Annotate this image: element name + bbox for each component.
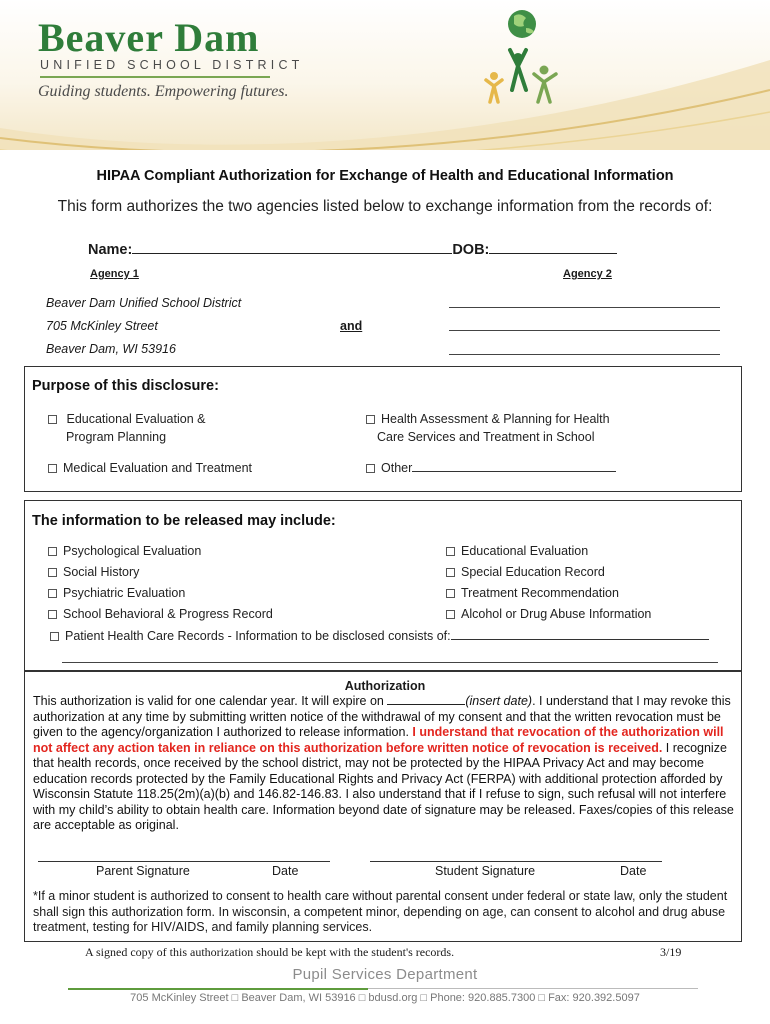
option-label: Special Education Record [461, 565, 605, 579]
name-field[interactable] [132, 240, 452, 254]
checkbox[interactable] [446, 547, 455, 556]
authorization-heading: Authorization [344, 679, 426, 693]
authorization-text-part: . I understand that I may revoke this authorization at any time by submitting written notice of the withdrawal of my consent and that the written revocation must be given to the agency/organization I authorized to release information. [33, 694, 731, 739]
info-item[interactable] [446, 584, 619, 602]
footer-address: 705 McKinley Street □ Beaver Dam, WI 53916 □ bdusd.org □ Phone: 920.885.7300 □ Fax: 920.392.5097 [130, 992, 640, 1004]
form-title: HIPAA Compliant Authorization for Exchange of Health and Educational Information [96, 168, 674, 184]
agency1-label: Agency 1 [90, 268, 139, 280]
purpose-educational-evaluation-line2: Program Planning [66, 430, 167, 444]
student-signature-label: Student Signature [435, 864, 536, 878]
info-item[interactable] [48, 563, 139, 581]
authorization-text [33, 694, 743, 834]
info-item[interactable] [446, 542, 588, 560]
authorization-text-part: This authorization is valid for one calendar year. It will expire on [33, 694, 388, 708]
option-label: Patient Health Care Records - Information to be disclosed consists of: [65, 629, 451, 643]
purpose-medical-evaluation[interactable] [48, 459, 252, 477]
checkbox[interactable] [446, 568, 455, 577]
parent-signature-label: Parent Signature [96, 864, 190, 878]
parent-date-label: Date [272, 864, 299, 878]
purpose-educational-evaluation[interactable] [48, 410, 205, 428]
expiration-date-field[interactable] [387, 694, 465, 705]
patient-records-field[interactable] [451, 629, 709, 640]
option-label: Treatment Recommendation [461, 586, 619, 600]
option-label: Alcohol or Drug Abuse Information [461, 607, 652, 621]
checkbox[interactable] [48, 415, 57, 424]
checkbox[interactable] [50, 632, 59, 641]
agency1-name: Beaver Dam Unified School District [46, 296, 242, 310]
footer-divider [368, 988, 698, 989]
option-label: School Behavioral & Progress Record [63, 607, 273, 621]
checkbox[interactable] [366, 464, 375, 473]
checkbox[interactable] [48, 610, 57, 619]
name-dob-row [88, 240, 617, 258]
option-label: Medical Evaluation and Treatment [63, 461, 252, 475]
agency2-label: Agency 2 [563, 268, 612, 280]
option-label: Educational Evaluation [461, 544, 589, 558]
globe-with-figures-icon [474, 6, 564, 110]
name-label: Name: [88, 242, 133, 258]
revision-date: 3/19 [660, 945, 682, 959]
department-name: Pupil Services Department [292, 966, 478, 983]
purpose-health-assessment[interactable] [366, 410, 610, 428]
agency2-city-field[interactable] [449, 354, 720, 355]
option-label: Other [381, 461, 413, 475]
purpose-health-assessment-line2: Care Services and Treatment in School [377, 430, 595, 444]
option-label: Health Assessment & Planning for Health [381, 412, 610, 426]
agency1-street: 705 McKinley Street [46, 319, 158, 333]
info-item[interactable] [48, 605, 273, 623]
checkbox[interactable] [446, 589, 455, 598]
checkbox[interactable] [446, 610, 455, 619]
checkbox[interactable] [48, 589, 57, 598]
info-item[interactable] [48, 542, 201, 560]
insert-date-hint: (insert date) [465, 694, 533, 708]
checkbox[interactable] [366, 415, 375, 424]
district-subtitle: UNIFIED SCHOOL DISTRICT [40, 58, 304, 72]
and-label: and [340, 319, 363, 333]
brand-divider [40, 76, 270, 78]
info-item-patient-records[interactable] [50, 627, 709, 645]
info-item[interactable] [446, 563, 605, 581]
info-item[interactable] [446, 605, 651, 623]
other-field[interactable] [412, 461, 616, 472]
agency2-street-field[interactable] [449, 330, 720, 331]
option-label: Educational Evaluation & [66, 412, 206, 426]
dob-field[interactable] [489, 240, 617, 254]
info-item[interactable] [48, 584, 185, 602]
revocation-notice: I understand that revocation of the authorization will not affect any action taken in reliance on this authorization before written notice of revocation is received. [33, 725, 724, 755]
letterhead [0, 0, 770, 150]
purpose-other[interactable] [366, 459, 616, 477]
footer-divider [68, 988, 368, 990]
purpose-heading: Purpose of this disclosure: [32, 378, 219, 394]
checkbox[interactable] [48, 547, 57, 556]
patient-records-field-line2[interactable] [62, 662, 718, 663]
checkbox[interactable] [48, 464, 57, 473]
parent-signature-field[interactable] [38, 861, 330, 862]
dob-label: DOB: [452, 242, 490, 258]
information-heading: The information to be released may include: [32, 513, 336, 529]
authorization-text-part: I recognize that health records, once received by the school district, may not be protected by the HIPAA Privacy Act and may become education records protected by the Family Educational Rights and Privacy Act (FERPA) with additional protection afforded by Wisconsin Statute 118.25(2m)(a)(b) and 146.82-146.83. I also understand that if I refuse to sign, such refusal will not interfere with my child’s ability to obtain health care. Information beyond date of signature may be released. Faxes/copies of this release are acceptable as original. [33, 740, 734, 832]
records-note: A signed copy of this authorization should be kept with the student's records. [85, 945, 455, 959]
option-label: Psychiatric Evaluation [63, 586, 186, 600]
option-label: Psychological Evaluation [63, 544, 202, 558]
agency1-city: Beaver Dam, WI 53916 [46, 342, 176, 356]
checkbox[interactable] [48, 568, 57, 577]
form-subtitle: This form authorizes the two agencies listed below to exchange information from the records of: [57, 198, 713, 215]
student-date-label: Date [620, 864, 647, 878]
agency2-name-field[interactable] [449, 307, 720, 308]
district-name: Beaver Dam [38, 15, 260, 60]
student-signature-field[interactable] [370, 861, 662, 862]
district-tagline: Guiding students. Empowering futures. [38, 83, 289, 100]
minor-consent-note: *If a minor student is authorized to consent to health care without parental consent under federal or state law, only the student shall sign this authorization form. In wisconsin, a competent minor, depending on age, can consent to alcohol and drug abuse treatment, testing for HIV/AIDS, and family planning services. [33, 889, 728, 934]
option-label: Social History [63, 565, 140, 579]
